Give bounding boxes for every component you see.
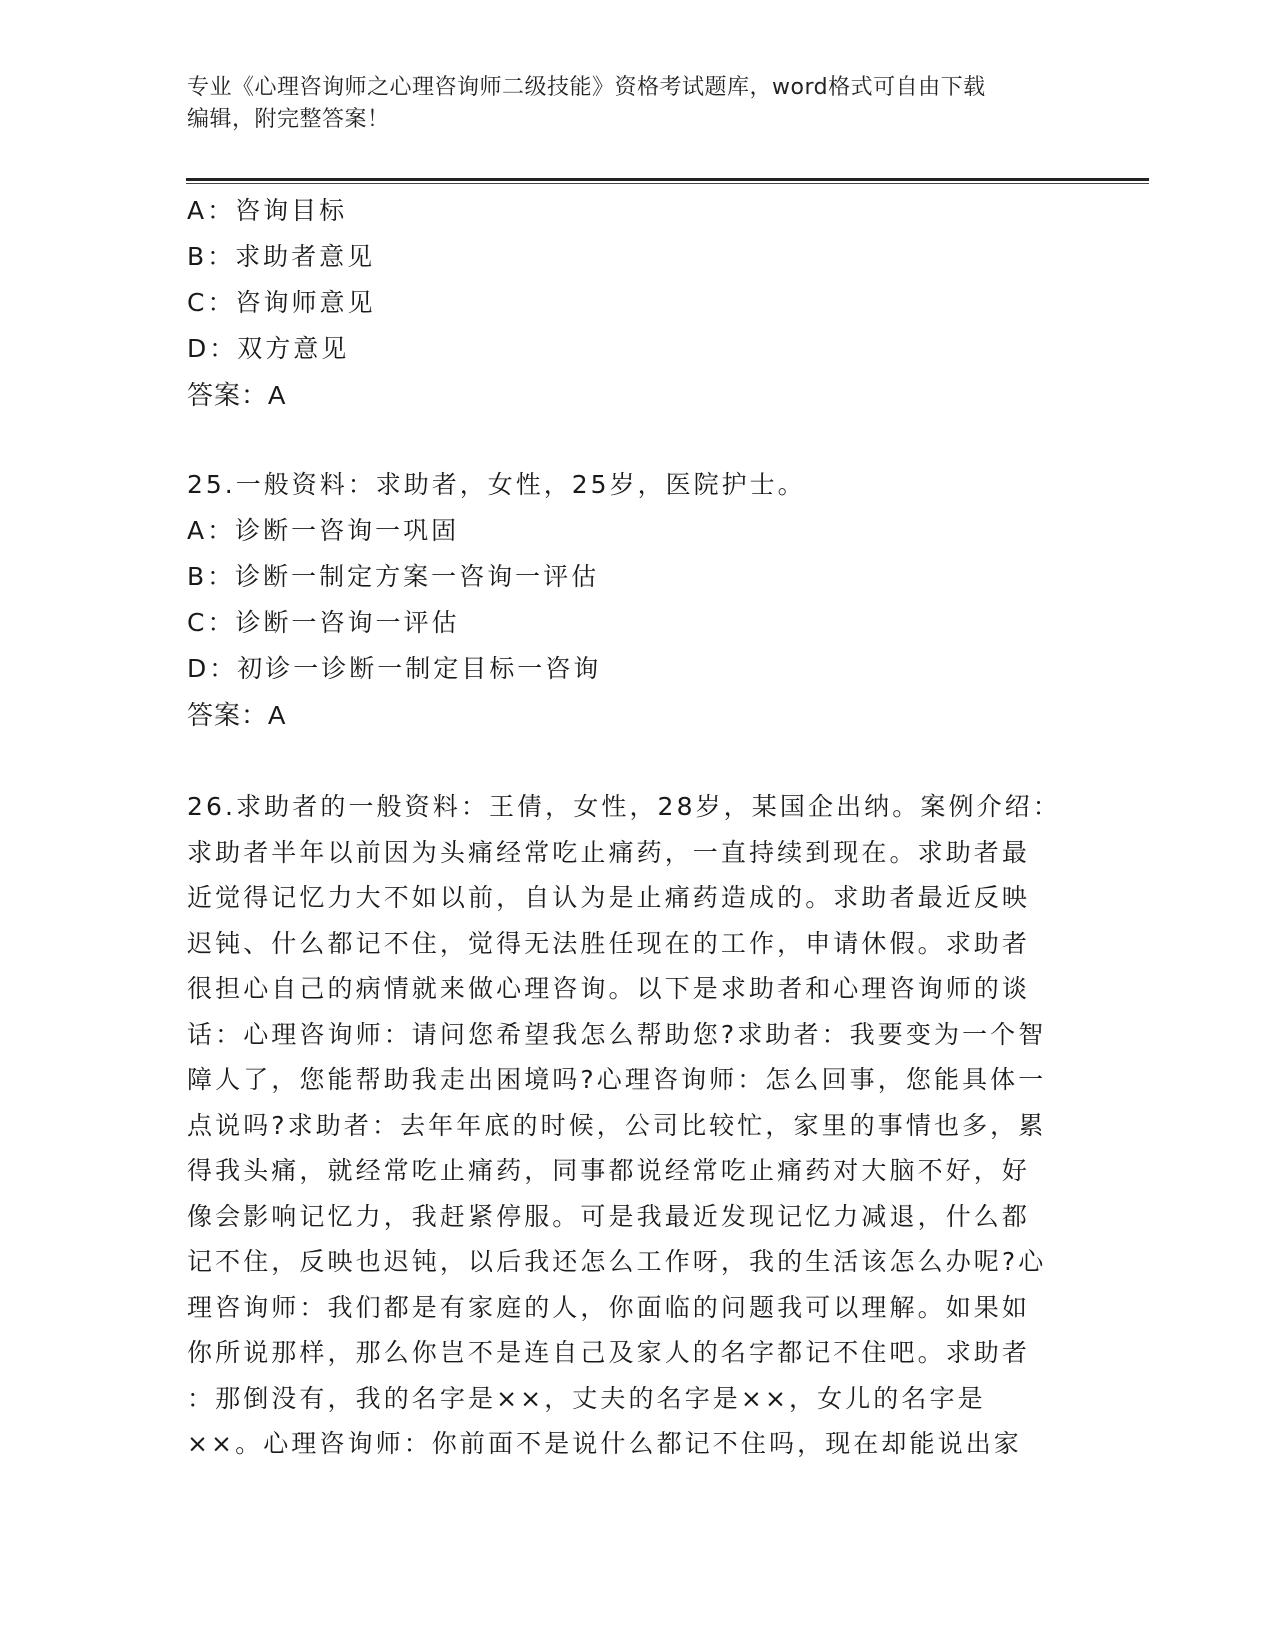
- question-26-line: 像会影响记忆力，我赶紧停服。可是我最近发现记忆力减退，什么都: [187, 1201, 1031, 1231]
- question-26-line: 迟钝、什么都记不住，觉得无法胜任现在的工作，申请休假。求助者: [187, 928, 1031, 958]
- question-26-line: 得我头痛，就经常吃止痛药，同事都说经常吃止痛药对大脑不好，好: [187, 1156, 1031, 1185]
- answer: 答案：A: [187, 380, 287, 410]
- option-d: D：双方意见: [187, 334, 350, 363]
- question-24-block: [187, 188, 1072, 418]
- option-a: A：诊断一咨询一巩固: [187, 516, 460, 545]
- question-26-line: ××。心理咨询师：你前面不是说什么都记不住吗，现在却能说出家: [187, 1429, 1022, 1458]
- question-26-line: 你所说那样，那么你岂不是连自己及家人的名字都记不住吧。求助者: [187, 1338, 1031, 1367]
- spacer: [187, 738, 1072, 784]
- option-b: B：求助者意见: [187, 242, 376, 271]
- document-header: [187, 72, 1067, 136]
- question-26-line: 近觉得记忆力大不如以前，自认为是止痛药造成的。求助者最近反映: [187, 883, 1031, 912]
- answer: 答案：A: [187, 700, 287, 730]
- question-26-line: ：那倒没有，我的名字是××，丈夫的名字是××，女儿的名字是: [187, 1383, 986, 1413]
- option-d: D：初诊一诊断一制定目标一咨询: [187, 654, 602, 683]
- question-26-line: 求助者半年以前因为头痛经常吃止痛药，一直持续到现在。求助者最: [187, 837, 1031, 867]
- question-26-block: [187, 784, 1072, 1467]
- question-26-line: 很担心自己的病情就来做心理咨询。以下是求助者和心理咨询师的谈: [187, 974, 1031, 1003]
- spacer: [187, 418, 1072, 462]
- header-line-2: 编辑，附完整答案！: [187, 107, 390, 132]
- header-rule-thin: [186, 183, 1149, 184]
- header-line-1: 专业《心理咨询师之心理咨询师二级技能》资格考试题库，word格式可自由下载: [187, 75, 986, 100]
- question-26-line: 理咨询师：我们都是有家庭的人，你面临的问题我可以理解。如果如: [187, 1292, 1031, 1322]
- question-26-line: 话：心理咨询师：请问您希望我怎么帮助您?求助者：我要变为一个智: [187, 1019, 1047, 1049]
- question-25-block: [187, 462, 1072, 738]
- option-c: C：诊断一咨询一评估: [187, 608, 460, 637]
- header-rule-thick: [186, 178, 1149, 181]
- option-c: C：咨询师意见: [187, 288, 376, 317]
- question-stem: 25.一般资料：求助者，女性，25岁，医院护士。: [187, 470, 806, 499]
- question-26-line: 记不住，反映也迟钝，以后我还怎么工作呀，我的生活该怎么办呢?心: [187, 1247, 1047, 1276]
- question-26-line: 障人了，您能帮助我走出困境吗?心理咨询师：怎么回事，您能具体一: [187, 1065, 1047, 1094]
- option-b: B：诊断一制定方案一咨询一评估: [187, 562, 600, 591]
- question-26-line: 点说吗?求助者：去年年底的时候，公司比较忙，家里的事情也多，累: [187, 1110, 1047, 1140]
- question-26-line: 26.求助者的一般资料：王倩，女性，28岁，某国企出纳。案例介绍：: [187, 792, 1061, 821]
- option-a: A：咨询目标: [187, 196, 348, 225]
- exam-content: [187, 188, 1072, 1467]
